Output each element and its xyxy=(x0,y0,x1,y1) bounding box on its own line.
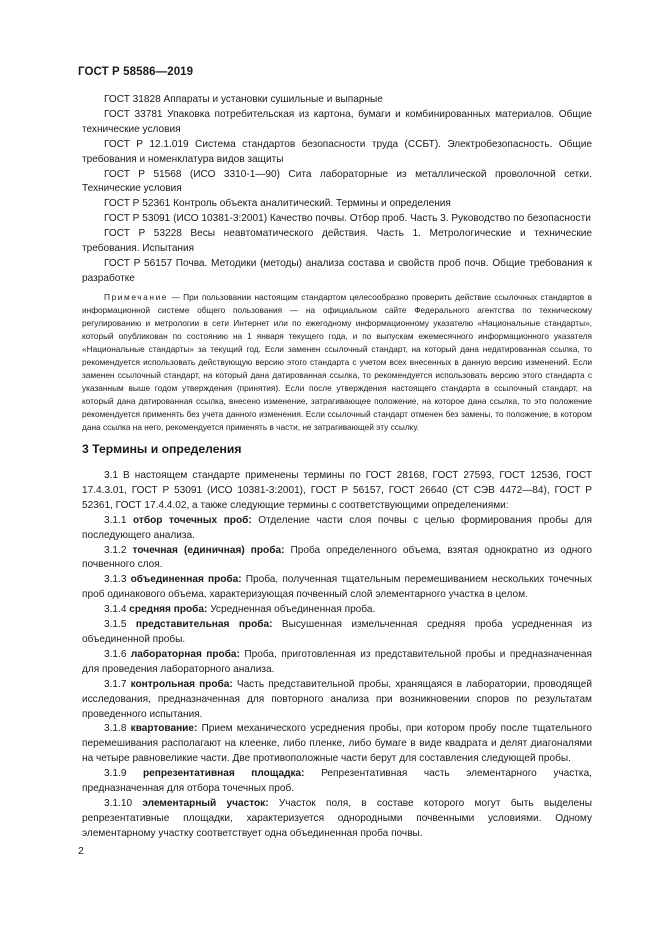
definition-term: контрольная проба: xyxy=(130,678,233,690)
definition-term: квартование: xyxy=(130,723,198,735)
definition-number: 3.1.7 xyxy=(104,678,127,690)
definition-number: 3.1.1 xyxy=(104,514,127,526)
definition-item xyxy=(82,648,592,678)
definition-item xyxy=(82,767,592,797)
definition-text: Высушенная измельченная средняя проба усредненная из объединенной пробы. xyxy=(82,619,592,645)
definition-term: точечная (единичная) проба: xyxy=(132,544,285,556)
definition-number: 3.1.4 xyxy=(104,604,127,616)
reference-item: ГОСТ Р 52361 Контроль объекта аналитический. Термины и определения xyxy=(104,198,451,210)
note-label: Примечание xyxy=(104,291,169,302)
definition-number: 3.1.6 xyxy=(104,648,127,660)
reference-item: ГОСТ Р 53091 (ИСО 10381-3:2001) Качество почвы. Отбор проб. Часть 3. Руководство по безопасности xyxy=(104,213,591,225)
definition-number: 3.1.5 xyxy=(104,619,127,631)
reference-item: ГОСТ Р 53228 Весы неавтоматического действия. Часть 1. Метрологические и технические требования. Испытания xyxy=(82,228,592,255)
definition-text: Прием механического усреднения пробы, при котором пробу после тщательного перемешивания располагают на клеенке, либо пленке, либо бумаге в виде квадрата и делят диагоналями на четыре равновеликие части. Две противоположные части берут для составления следующей пробы. xyxy=(82,723,592,765)
definition-text: Усредненная объединенная проба. xyxy=(207,604,376,616)
section-heading: 3 Термины и определения xyxy=(82,442,242,456)
reference-item: ГОСТ 31828 Аппараты и установки сушильные и выпарные xyxy=(104,94,383,105)
definition-term: репрезентативная площадка: xyxy=(143,768,305,780)
definition-number: 3.1.8 xyxy=(104,723,127,735)
definitions-block xyxy=(82,469,592,842)
definition-term: объединенная проба: xyxy=(130,574,242,586)
reference-item: ГОСТ Р 51568 (ИСО 3310-1—90) Сита лабораторные из металлической проволочной сетки. Технические условия xyxy=(82,168,592,195)
definition-text: Отделение части слоя почвы с целью формирования пробы для последующего анализа. xyxy=(82,514,592,541)
definition-item xyxy=(82,573,592,603)
definition-item xyxy=(82,797,592,842)
reference-item: ГОСТ Р 56157 Почва. Методики (методы) анализа состава и свойств проб почв. Общие требования к разработке xyxy=(82,257,592,284)
definition-item xyxy=(82,722,592,767)
definition-item xyxy=(82,514,592,544)
definition-number: 3.1.10 xyxy=(104,797,133,809)
definition-term: элементарный участок: xyxy=(142,797,269,809)
definition-text: Проба, приготовленная из представительной пробы и предназначенная для проведения лабораторного анализа. xyxy=(82,648,593,675)
definition-item xyxy=(82,678,592,723)
intro-paragraph: 3.1 В настоящем стандарте применены термины по ГОСТ 28168, ГОСТ 27593, ГОСТ 12536, ГОСТ 17.4.3.01, ГОСТ Р 53091 (ИСО 10381-3:2001), ГОСТ Р 56157, ГОСТ 26640 (СТ СЭВ 4472—84), ГОСТ Р 52361, ГОСТ 17.4.4.02, а также следующие термины с соответствующими определениями: xyxy=(82,470,592,511)
definition-number: 3.1.2 xyxy=(104,544,127,556)
note-text: — При пользовании настоящим стандартом целесообразно проверить действие ссылочных стандартов в информационной системе общего пользования — на официальном сайте Федерального агентства по техническому регулированию и метрологии в сети Интернет или по ежегодному информационному указателю «Национальные стандарты», который опубликован по состоянию на 1 января текущего года, и по выпускам ежемесячного информационного указателя «Национальные стандарты» за текущий год. Если заменен ссылочный стандарт, на который дана недатированная ссылка, то рекомендуется использовать действующую версию этого стандарта с учетом всех внесенных в данную версию изменений. Если заменен ссылочный стандарт, на который дана датированная ссылка, то рекомендуется использовать версию этого стандарта с указанным выше годом утверждения (принятия). Если после утверждения настоящего стандарта в ссылочный стандарт, на который дана датированная ссылка, внесено изменение, затрагивающее положение, на которое дана ссылка, то это положение рекомендуется применять без учета данного изменения. Если ссылочный стандарт отменен без замены, то положение, в котором дана ссылка на него, рекомендуется применять в части, не затрагивающей эту ссылку. xyxy=(82,291,592,433)
definition-term: представительная проба: xyxy=(135,619,273,631)
definition-number: 3.1.9 xyxy=(104,768,127,780)
definition-text: Участок поля, в составе которого могут быть выделены репрезентативные площадки, характеризуется однородными почвенными условиями. Одному элементарному участку соответствует одна объединенная проба почвы. xyxy=(82,797,592,839)
definition-text: Часть представительной пробы, хранящаяся в лаборатории, проводящей исследования, предназначенная для повторного анализа при возникновении споров по результатам проведенного испытания. xyxy=(82,678,592,720)
page-number: 2 xyxy=(78,845,84,857)
document-header: ГОСТ Р 58586—2019 xyxy=(78,66,194,78)
definition-item xyxy=(82,618,592,648)
definition-item xyxy=(82,544,592,574)
definition-term: отбор точечных проб: xyxy=(133,514,252,526)
definition-term: лабораторная проба: xyxy=(130,648,240,660)
reference-item: ГОСТ Р 12.1.019 Система стандартов безопасности труда (ССБТ). Электробезопасность. Общие требования и номенклатура видов защиты xyxy=(82,138,592,165)
note-paragraph xyxy=(82,291,592,435)
definition-text: Проба определенного объема, взятая однократно из одного почвенного слоя. xyxy=(82,544,592,571)
definition-term: средняя проба: xyxy=(129,604,208,616)
definition-item xyxy=(82,603,592,618)
definition-text: Репрезентативная часть элементарного участка, предназначенная для отбора точечных проб. xyxy=(82,768,592,795)
reference-item: ГОСТ 33781 Упаковка потребительская из картона, бумаги и комбинированных материалов. Общие технические условия xyxy=(82,108,592,135)
references-block xyxy=(82,93,592,434)
definition-number: 3.1.3 xyxy=(104,574,127,586)
definition-text: Проба, полученная тщательным перемешиванием нескольких точечных проб одинакового объема, характеризующая почвенный слой элементарного участка в целом. xyxy=(82,574,592,601)
